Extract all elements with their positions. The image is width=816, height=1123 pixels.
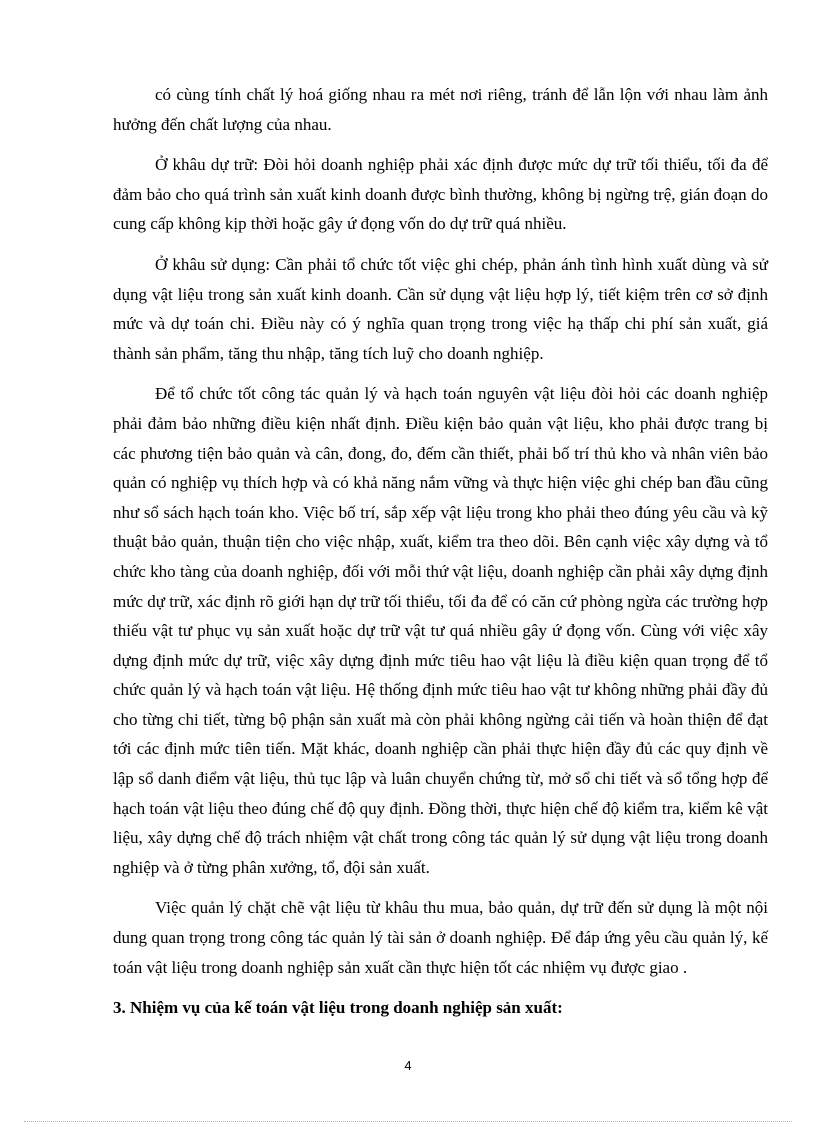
paragraph-continuation: có cùng tính chất lý hoá giống nhau ra mét nơi riêng, tránh để lẫn lộn với nhau làm ảnh hưởng đến chất lượng của nhau. — [113, 85, 768, 134]
paragraph-usage-stage: Ở khâu sử dụng: Cần phải tổ chức tốt việc ghi chép, phản ánh tình hình xuất dùng và sử dụng vật liệu trong sản xuất kinh doanh. Cần sử dụng vật liệu hợp lý, tiết kiệm trên cơ sở định mức và dự toán chi. Điều này có ý nghĩa quan trọng trong việc hạ thấp chi phí sản xuất, giá thành sản phẩm, tăng thu nhập, tăng tích luỹ cho doanh nghiệp. — [113, 254, 768, 363]
page-number: 4 — [404, 1058, 412, 1073]
paragraph-strict-management: Việc quản lý chặt chẽ vật liệu từ khâu thu mua, bảo quản, dự trữ đến sử dụng là một nội dung quan trọng trong công tác quản lý tài sản ở doanh nghiệp. Để đáp ứng yêu cầu quản lý, kế toán vật liệu trong doanh nghiệp sản xuất cần thực hiện tốt các nhiệm vụ được giao . — [113, 898, 768, 977]
paragraph-management-conditions: Để tổ chức tốt công tác quản lý và hạch toán nguyên vật liệu đòi hỏi các doanh nghiệp phải đảm bảo những điều kiện nhất định. Điều kiện bảo quản vật liệu, kho phải được trang bị các phương tiện bảo quản và cân, đong, đo, đếm cần thiết, phải bố trí thủ kho và nhân viên bảo quản có nghiệp vụ thích hợp và có khả năng nắm vững và thực hiện việc ghi chép ban đầu cũng như sổ sách hạch toán kho. Việc bố trí, sắp xếp vật liệu trong kho phải theo đúng yêu cầu và kỹ thuật bảo quản, thuận tiện cho việc nhập, xuất, kiểm tra theo dõi. Bên cạnh việc xây dựng và tổ chức kho tàng của doanh nghiệp, đối với mỗi thứ vật liệu, doanh nghiệp cần phải xây dựng định mức dự trữ, xác định rõ giới hạn dự trữ tối thiểu, tối đa để có căn cứ phòng ngừa các trường hợp thiếu vật tư phục vụ sản xuất hoặc dự trữ vật tư quá nhiều gây ứ đọng vốn. Cùng với việc xây dựng định mức dự trữ, việc xây dựng định mức tiêu hao vật liệu là điều kiện quan trọng để tổ chức quản lý và hạch toán vật liệu. Hệ thống định mức tiêu hao vật tư không những phải đầy đủ cho từng chi tiết, từng bộ phận sản xuất mà còn phải không ngừng cải tiến và hoàn thiện để đạt tới các định mức tiên tiến. Mặt khác, doanh nghiệp cần phải thực hiện đầy đủ các quy định về lập sổ danh điểm vật liệu, thủ tục lập và luân chuyển chứng từ, mở sổ chi tiết và sổ tổng hợp để hạch toán vật liệu theo đúng chế độ quy định. Đồng thời, thực hiện chế độ kiểm tra, kiểm kê vật liệu, xây dựng chế độ trách nhiệm vật chất trong công tác quản lý sử dụng vật liệu trong doanh nghiệp và ở từng phân xưởng, tổ, đội sản xuất. — [113, 384, 768, 877]
paragraph-storage-stage: Ở khâu dự trữ: Đòi hỏi doanh nghiệp phải xác định được mức dự trữ tối thiểu, tối đa để đảm bảo cho quá trình sản xuất kinh doanh được bình thường, không bị ngừng trệ, gián đoạn do cung cấp không kịp thời hoặc gây ứ đọng vốn do dự trữ quá nhiều. — [113, 155, 768, 234]
document-body — [113, 80, 768, 1023]
section-heading: 3. Nhiệm vụ của kế toán vật liệu trong doanh nghiệp sản xuất: — [113, 998, 563, 1018]
page-bottom-divider — [24, 1121, 792, 1122]
